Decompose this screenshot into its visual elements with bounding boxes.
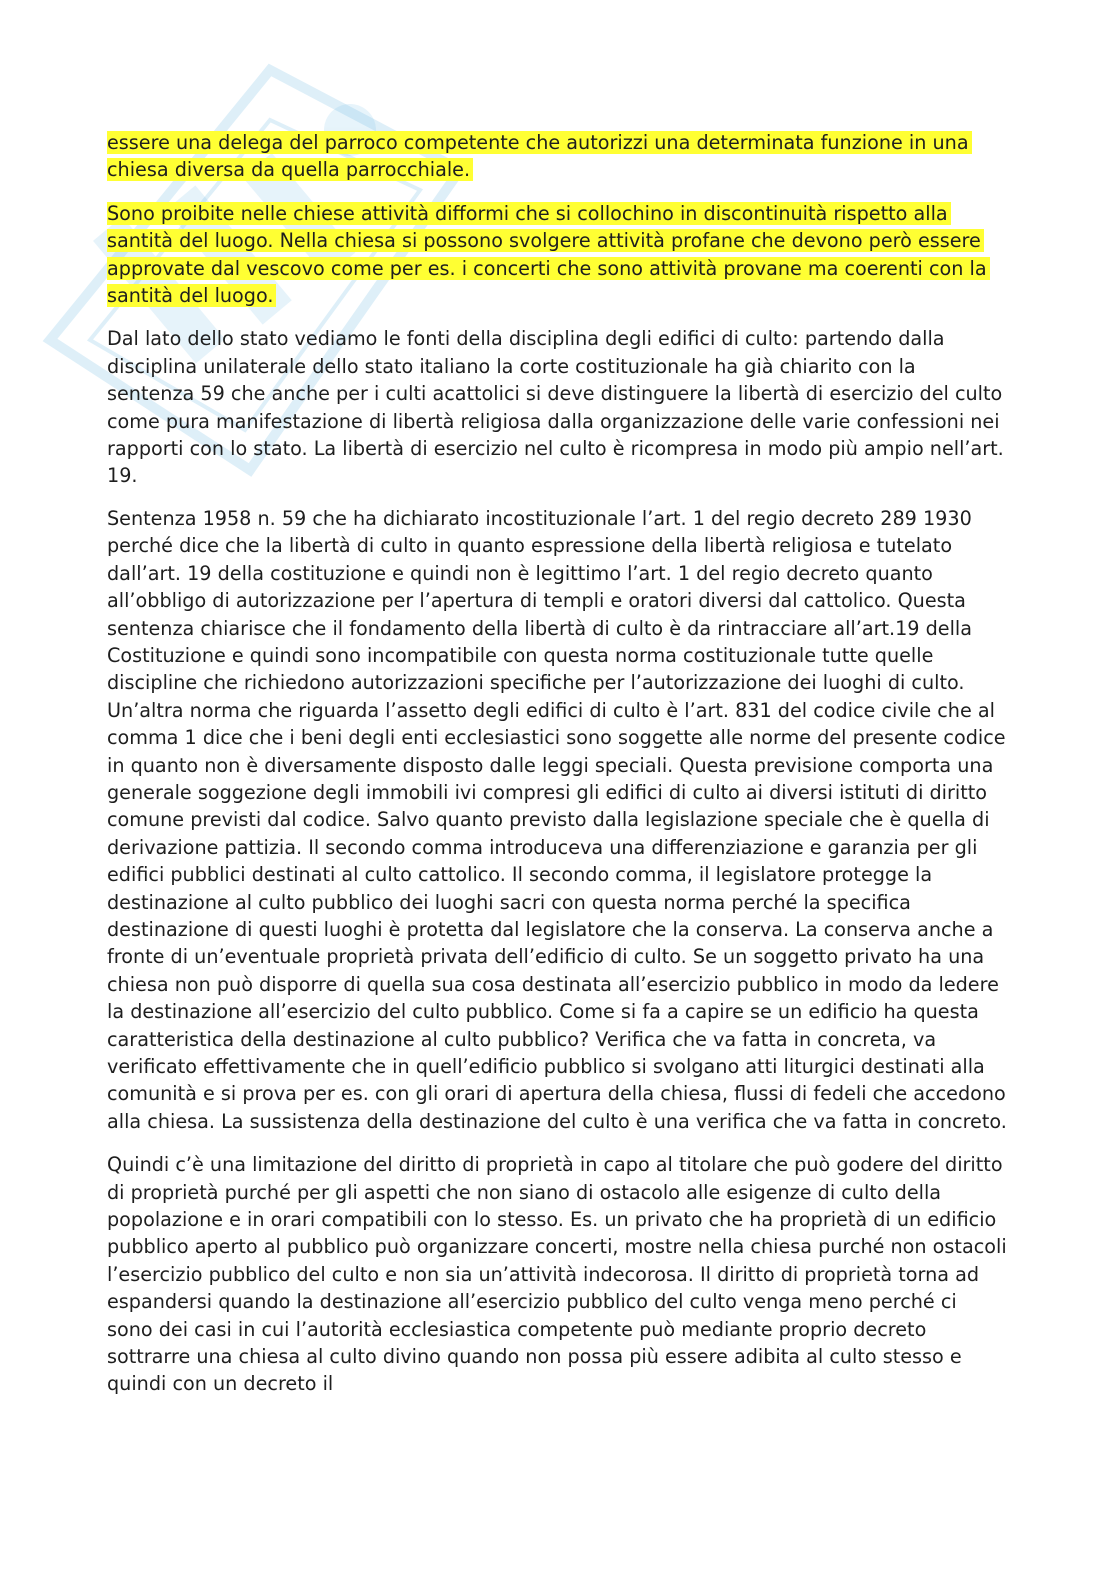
highlighted-text: essere una delega del parroco competente che autorizzi una determinata funzione in una chiesa diversa da quella parrocchiale. [107, 131, 972, 181]
document-page [107, 129, 1007, 1412]
paragraph-5: Quindi c’è una limitazione del diritto di proprietà in capo al titolare che può godere del diritto di proprietà purché per gli aspetti che non siano di ostacolo alle esigenze di culto della popolazione e in orari compatibili con lo stesso. Es. un privato che ha proprietà di un edificio pubblico aperto al pubblico può organizzare concerti, mostre nella chiesa purché non ostacoli l’esercizio pubblico del culto e non sia un’attività indecorosa. Il diritto di proprietà torna ad espandersi quando la destinazione all’esercizio pubblico del culto venga meno perché ci sono dei casi in cui l’autorità ecclesiastica competente può mediante proprio decreto sottrarre una chiesa al culto divino quando non possa più essere adibita al culto stesso e quindi con un decreto il [107, 1153, 1007, 1396]
paragraph-4: Sentenza 1958 n. 59 che ha dichiarato incostituzionale l’art. 1 del regio decreto 289 1930 perché dice che la libertà di culto in quanto espressione della libertà religiosa e tutelato dall’art. 19 della costituzione e quindi non è legittimo l’art. 1 del regio decreto quanto all’obbligo di autorizzazione per l’apertura di templi e oratori diversi dal cattolico. Questa sentenza chiarisce che il fondamento della libertà di culto è da rintracciare all’art.19 della Costituzione e quindi sono incompatibile con questa norma costituzionale tutte quelle discipline che richiedono autorizzazioni specifiche per l’autorizzazione dei luoghi di culto. Un’altra norma che riguarda l’assetto degli edifici di culto è l’art. 831 del codice civile che al comma 1 dice che i beni degli enti ecclesiastici sono soggette alle norme del presente codice in quanto non è diversamente disposto dalle leggi speciali. Questa previsione comporta una generale soggezione degli immobili ivi compresi gli edifici di culto ai diversi istituti di diritto comune previsti dal codice. Salvo quanto previsto dalla legislazione speciale che è quella di derivazione pattizia. Il secondo comma introduceva una differenziazione e garanzia per gli edifici pubblici destinati al culto cattolico. Il secondo comma, il legislatore protegge la destinazione al culto pubblico dei luoghi sacri con questa norma perché la specifica destinazione di questi luoghi è protetta dal legislatore che la conserva. La conserva anche a fronte di un’eventuale proprietà privata dell’edificio di culto. Se un soggetto privato ha una chiesa non può disporre di quella sua cosa destinata all’esercizio pubblico in modo da ledere la destinazione all’esercizio del culto pubblico. Come si fa a capire se un edificio ha questa caratteristica della destinazione al culto pubblico? Verifica che va fatta in concreta, va verificato effettivamente che in quell’edificio pubblico si svolgano atti liturgici destinati alla comunità e si prova per es. con gli orari di apertura della chiesa, flussi di fedeli che accedono alla chiesa. La sussistenza della destinazione del culto è una verifica che va fatta in concreto. [107, 506, 1007, 1133]
highlighted-text: Sono proibite nelle chiese attività difformi che si collochino in discontinuità rispetto alla santità del luogo. Nella chiesa si possono svolgere attività profane che devono però essere approvate dal vescovo come per es. i concerti che sono attività provane ma coerenti con la santità del luogo. [107, 202, 990, 307]
paragraph-3: Dal lato dello stato vediamo le fonti della disciplina degli edifici di culto: partendo dalla disciplina unilaterale dello stato italiano la corte costituzionale ha già chiarito con la sentenza 59 che anche per i culti acattolici si deve distinguere la libertà di esercizio del culto come pura manifestazione di libertà religiosa dalla organizzazione delle varie confessioni nei rapporti con lo stato. La libertà di esercizio nel culto è ricompresa in modo più ampio nell’art. 19. [107, 327, 1004, 488]
paragraph-highlighted-2 [107, 200, 1007, 310]
paragraph-highlighted-1 [107, 129, 1007, 184]
